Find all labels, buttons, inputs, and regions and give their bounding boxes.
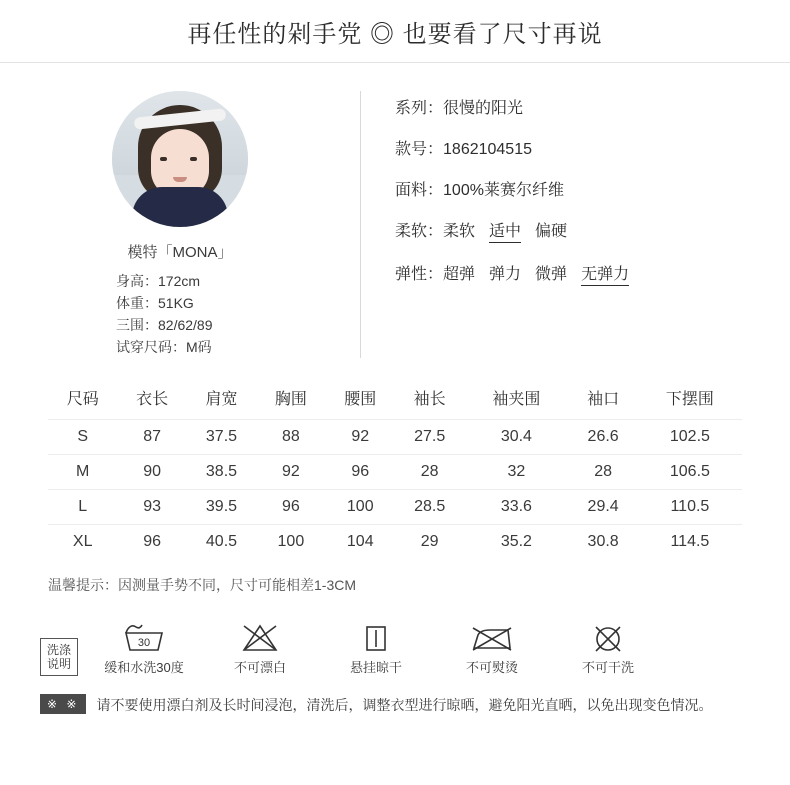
cell-armhole: 30.4 — [464, 420, 568, 455]
care-label-line2: 说明 — [47, 657, 72, 671]
care-label-wash: 缓和水洗30度 — [104, 660, 184, 675]
note-tag: ※ ※ — [40, 694, 86, 714]
care-label-line1: 洗涤 — [47, 643, 72, 657]
softness-option-firm[interactable]: 偏硬 — [535, 223, 568, 240]
care-instructions — [0, 595, 790, 676]
model-measurements: 三围：82/62/89 — [116, 317, 213, 333]
cell-cuff: 28 — [568, 455, 637, 490]
measurement-tip: 温馨提示：因测量手势不同，尺寸可能相差1-3CM — [48, 577, 357, 593]
cell-hem: 106.5 — [638, 455, 742, 490]
svg-text:30: 30 — [137, 637, 151, 649]
elasticity-option-slight[interactable]: 微弹 — [535, 266, 568, 283]
th-shoulder: 肩宽 — [205, 391, 238, 408]
cell-waist: 96 — [326, 455, 395, 490]
th-sleeve-length: 袖长 — [413, 391, 446, 408]
size-table-wrapper — [0, 372, 790, 559]
table-row — [48, 490, 742, 525]
model-try-on-size: 试穿尺码：M码 — [116, 339, 212, 355]
spec-series-value: 很慢的阳光 — [443, 100, 524, 117]
elasticity-option-super[interactable]: 超弹 — [443, 266, 476, 283]
cell-armhole: 32 — [464, 455, 568, 490]
cell-sleeve-length: 28 — [395, 455, 464, 490]
softness-option-soft[interactable]: 柔软 — [443, 223, 476, 240]
care-label-box — [40, 638, 78, 676]
avatar — [112, 91, 248, 227]
care-label-no-bleach: 不可漂白 — [234, 660, 287, 675]
cell-waist: 92 — [326, 420, 395, 455]
cell-cuff: 26.6 — [568, 420, 637, 455]
care-note — [0, 676, 790, 716]
th-length: 衣长 — [136, 391, 169, 408]
care-item-hang-dry — [322, 619, 430, 676]
size-table — [48, 378, 742, 559]
cell-hem: 110.5 — [638, 490, 742, 525]
product-spec-list — [360, 91, 790, 358]
cell-waist: 100 — [326, 490, 395, 525]
th-size: 尺码 — [66, 391, 99, 408]
cell-length: 93 — [117, 490, 186, 525]
care-item-wash — [90, 619, 198, 676]
spec-series — [395, 95, 790, 118]
care-item-no-dryclean — [554, 619, 662, 676]
spec-fabric — [395, 177, 790, 200]
spec-elasticity-label: 弹性： — [395, 266, 444, 283]
th-cuff: 袖口 — [587, 391, 620, 408]
cell-hem: 102.5 — [638, 420, 742, 455]
th-hem: 下摆围 — [665, 391, 714, 408]
cell-sleeve-length: 28.5 — [395, 490, 464, 525]
cell-bust: 96 — [256, 490, 325, 525]
th-waist: 腰围 — [344, 391, 377, 408]
page-header — [0, 0, 790, 63]
cell-sleeve-length: 29 — [395, 525, 464, 560]
cell-shoulder: 37.5 — [187, 420, 256, 455]
page-title: 再任性的剁手党 ◎ 也要看了尺寸再说 — [187, 20, 603, 48]
spec-softness-label: 柔软： — [395, 223, 444, 240]
cell-shoulder: 39.5 — [187, 490, 256, 525]
spec-softness — [395, 218, 790, 243]
cell-size: S — [48, 420, 117, 455]
care-label-no-dryclean: 不可干洗 — [582, 660, 635, 675]
cell-armhole: 35.2 — [464, 525, 568, 560]
model-weight: 体重：51KG — [116, 295, 194, 311]
elasticity-options — [443, 261, 643, 286]
cell-size: M — [48, 455, 117, 490]
care-item-no-bleach — [206, 619, 314, 676]
elasticity-option-none[interactable]: 无弹力 — [581, 261, 629, 286]
table-row — [48, 420, 742, 455]
table-row — [48, 525, 742, 560]
softness-option-medium[interactable]: 适中 — [489, 218, 521, 243]
model-specs — [116, 270, 244, 358]
th-bust: 胸围 — [274, 391, 307, 408]
cell-cuff: 30.8 — [568, 525, 637, 560]
cell-bust: 100 — [256, 525, 325, 560]
cell-cuff: 29.4 — [568, 490, 637, 525]
cell-size: XL — [48, 525, 117, 560]
wash-tub-30-icon — [90, 619, 198, 653]
spec-fabric-value: 100%莱赛尔纤维 — [443, 182, 564, 199]
avatar-eye-right — [190, 157, 197, 161]
cell-armhole: 33.6 — [464, 490, 568, 525]
spec-elasticity — [395, 261, 790, 286]
cell-length: 87 — [117, 420, 186, 455]
no-dryclean-icon — [554, 619, 662, 653]
elasticity-option-stretch[interactable]: 弹力 — [489, 266, 522, 283]
care-label-hang-dry: 悬挂晾干 — [350, 660, 403, 675]
cell-size: L — [48, 490, 117, 525]
avatar-top — [132, 187, 228, 227]
no-bleach-icon — [206, 619, 314, 653]
cell-hem: 114.5 — [638, 525, 742, 560]
cell-sleeve-length: 27.5 — [395, 420, 464, 455]
spec-style-value: 1862104515 — [443, 141, 532, 158]
model-name: 模特「MONA」 — [127, 244, 233, 261]
cell-shoulder: 38.5 — [187, 455, 256, 490]
table-row — [48, 455, 742, 490]
care-item-no-iron — [438, 619, 546, 676]
spec-series-label: 系列： — [395, 100, 444, 117]
avatar-eye-left — [160, 157, 167, 161]
spec-style-label: 款号： — [395, 141, 444, 158]
hang-dry-icon — [322, 619, 430, 653]
cell-bust: 88 — [256, 420, 325, 455]
table-header-row — [48, 378, 742, 420]
cell-shoulder: 40.5 — [187, 525, 256, 560]
spec-style-no — [395, 136, 790, 159]
cell-length: 96 — [117, 525, 186, 560]
no-iron-icon — [438, 619, 546, 653]
spec-fabric-label: 面料： — [395, 182, 444, 199]
model-height: 身高：172cm — [116, 273, 201, 289]
cell-waist: 104 — [326, 525, 395, 560]
care-label-no-iron: 不可熨烫 — [466, 660, 519, 675]
cell-bust: 92 — [256, 455, 325, 490]
th-armhole: 袖夹围 — [492, 391, 541, 408]
note-text: 请不要使用漂白剂及长时间浸泡，清洗后，调整衣型进行晾晒，避免阳光直晒，以免出现变色情况。 — [96, 697, 713, 713]
model-and-spec-section — [0, 63, 790, 372]
softness-options — [443, 218, 581, 243]
cell-length: 90 — [117, 455, 186, 490]
model-info — [0, 91, 360, 358]
